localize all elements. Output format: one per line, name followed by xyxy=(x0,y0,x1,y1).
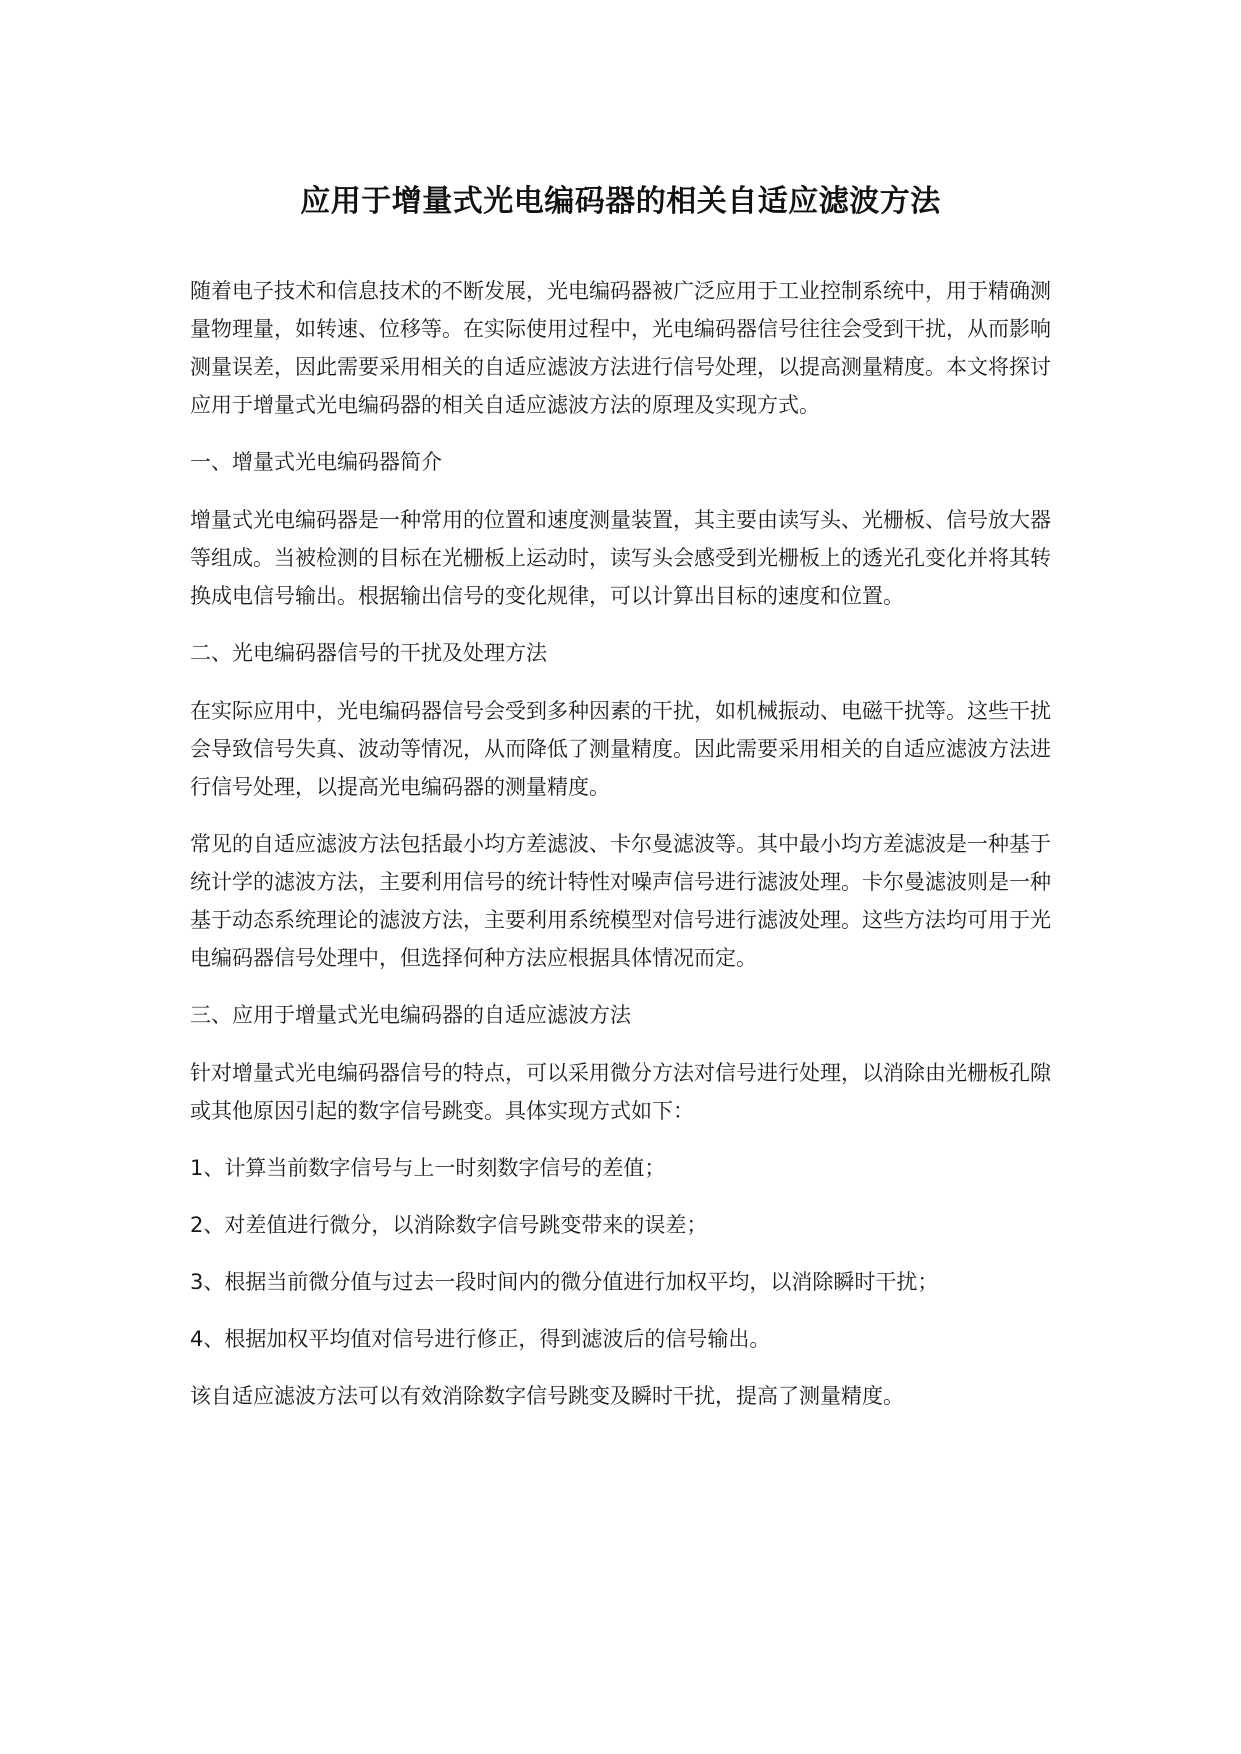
document-title: 应用于增量式光电编码器的相关自适应滤波方法 xyxy=(300,184,941,219)
step-2: 2、对差值进行微分，以消除数字信号跳变带来的误差； xyxy=(190,1213,708,1237)
section-2-heading: 二、光电编码器信号的干扰及处理方法 xyxy=(190,641,547,665)
section-1-paragraph: 增量式光电编码器是一种常用的位置和速度测量装置，其主要由读写头、光栅板、信号放大器等组成。当被检测的目标在光栅板上运动时，读写头会感受到光栅板上的透光孔变化并将其转换成电信号输出。根据输出信号的变化规律，可以计算出目标的速度和位置。 xyxy=(190,508,1051,608)
section-1-heading: 一、增量式光电编码器简介 xyxy=(190,450,442,474)
section-3-paragraph: 针对增量式光电编码器信号的特点，可以采用微分方法对信号进行处理，以消除由光栅板孔隙或其他原因引起的数字信号跳变。具体实现方式如下： xyxy=(190,1061,1051,1123)
step-4: 4、根据加权平均值对信号进行修正，得到滤波后的信号输出。 xyxy=(190,1327,771,1351)
conclusion-paragraph: 该自适应滤波方法可以有效消除数字信号跳变及瞬时干扰，提高了测量精度。 xyxy=(190,1384,904,1408)
section-2-paragraph-1: 在实际应用中，光电编码器信号会受到多种因素的干扰，如机械振动、电磁干扰等。这些干扰会导致信号失真、波动等情况，从而降低了测量精度。因此需要采用相关的自适应滤波方法进行信号处理，以提高光电编码器的测量精度。 xyxy=(190,699,1051,799)
section-3-heading: 三、应用于增量式光电编码器的自适应滤波方法 xyxy=(190,1003,631,1027)
section-2-paragraph-2: 常见的自适应滤波方法包括最小均方差滤波、卡尔曼滤波等。其中最小均方差滤波是一种基于统计学的滤波方法，主要利用信号的统计特性对噪声信号进行滤波处理。卡尔曼滤波则是一种基于动态系统理论的滤波方法，主要利用系统模型对信号进行滤波处理。这些方法均可用于光电编码器信号处理中，但选择何种方法应根据具体情况而定。 xyxy=(190,832,1051,970)
intro-paragraph: 随着电子技术和信息技术的不断发展，光电编码器被广泛应用于工业控制系统中，用于精确测量物理量，如转速、位移等。在实际使用过程中，光电编码器信号往往会受到干扰，从而影响测量误差，因此需要采用相关的自适应滤波方法进行信号处理，以提高测量精度。本文将探讨应用于增量式光电编码器的相关自适应滤波方法的原理及实现方式。 xyxy=(190,279,1051,417)
step-3: 3、根据当前微分值与过去一段时间内的微分值进行加权平均，以消除瞬时干扰； xyxy=(190,1270,939,1294)
step-1: 1、计算当前数字信号与上一时刻数字信号的差值； xyxy=(190,1156,666,1180)
